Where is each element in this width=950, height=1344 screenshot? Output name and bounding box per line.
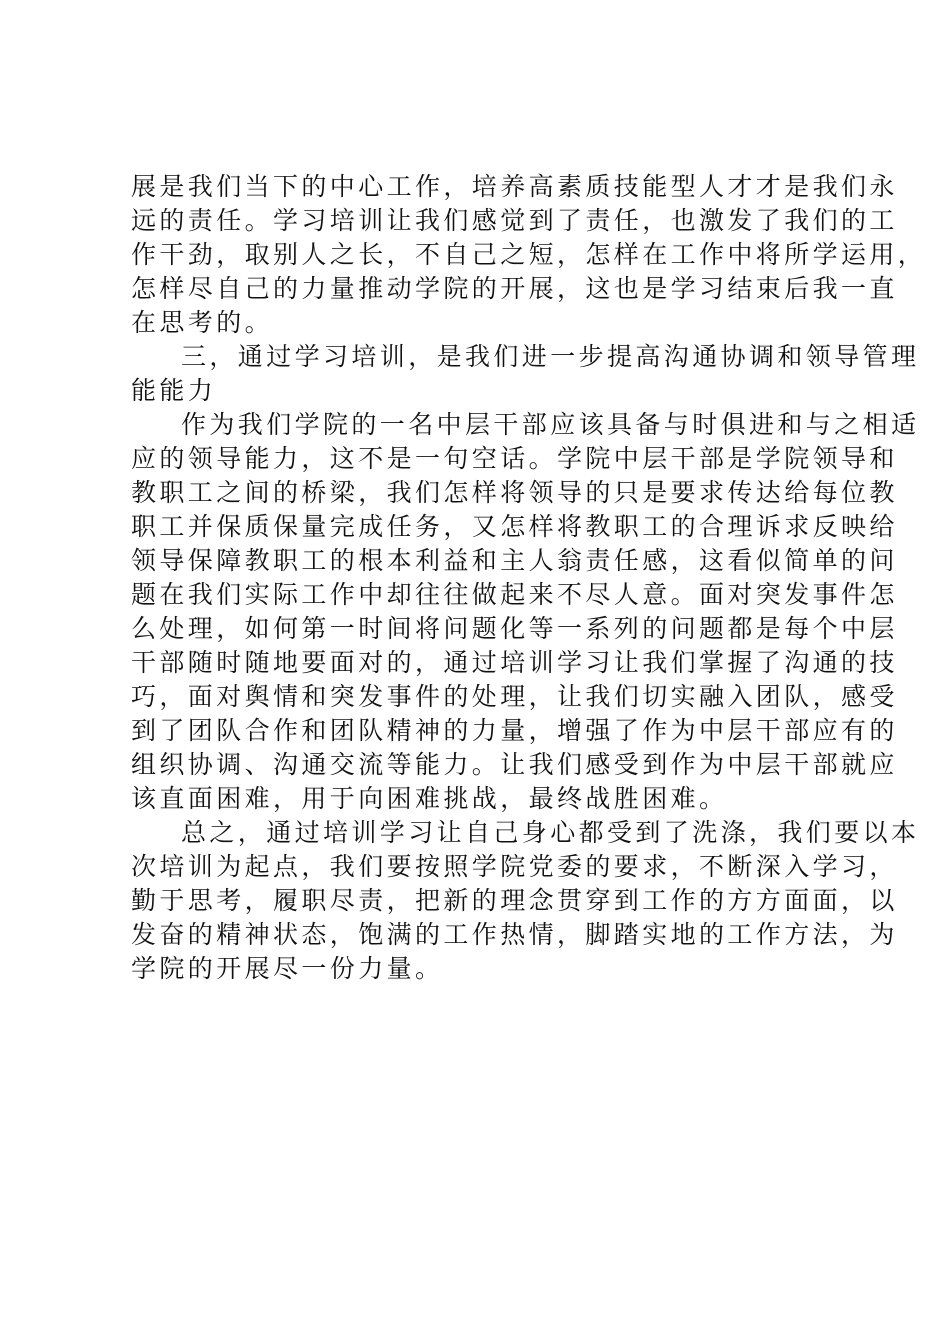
document-body xyxy=(131,170,927,986)
text-line: 次培训为起点，我们要按照学院党委的要求，不断深入学习， xyxy=(131,852,898,881)
text-line: 教职工之间的桥梁，我们怎样将领导的只是要求传达给每位教 xyxy=(131,478,898,507)
text-line: 应的领导能力，这不是一句空话。学院中层干部是学院领导和 xyxy=(131,444,898,473)
text-line: 作干劲，取别人之长，不自己之短，怎样在工作中将所学运用， xyxy=(131,240,927,269)
text-line: 三，通过学习培训，是我们进一步提高沟通协调和领导管理 xyxy=(181,342,920,371)
text-line: 到了团队合作和团队精神的力量，增强了作为中层干部应有的 xyxy=(131,716,898,745)
text-line: 学院的开展尽一份力量。 xyxy=(131,954,444,983)
text-line: 巧，面对舆情和突发事件的处理，让我们切实融入团队，感受 xyxy=(131,682,898,711)
text-line: 题在我们实际工作中却往往做起来不尽人意。面对突发事件怎 xyxy=(131,580,898,609)
text-line: 干部随时随地要面对的，通过培训学习让我们掌握了沟通的技 xyxy=(131,648,898,677)
text-line: 么处理，如何第一时间将问题化等一系列的问题都是每个中层 xyxy=(131,614,898,643)
text-line: 怎样尽自己的力量推动学院的开展，这也是学习结束后我一直 xyxy=(131,274,898,303)
text-line: 发奋的精神状态，饱满的工作热情，脚踏实地的工作方法，为 xyxy=(131,920,898,949)
text-line: 能能力 xyxy=(131,376,217,405)
text-line: 总之，通过培训学习让自己身心都受到了洗涤，我们要以本 xyxy=(181,818,920,847)
text-line: 该直面困难，用于向困难挑战，最终战胜困难。 xyxy=(131,784,728,813)
text-line: 组织协调、沟通交流等能力。让我们感受到作为中层干部就应 xyxy=(131,750,898,779)
text-line: 在思考的。 xyxy=(131,308,274,337)
text-line: 勤于思考，履职尽责，把新的理念贯穿到工作的方方面面，以 xyxy=(131,886,898,915)
text-line: 职工并保质保量完成任务，又怎样将教职工的合理诉求反映给 xyxy=(131,512,898,541)
text-line: 领导保障教职工的根本利益和主人翁责任感，这看似简单的问 xyxy=(131,546,898,575)
text-line: 远的责任。学习培训让我们感觉到了责任，也激发了我们的工 xyxy=(131,206,898,235)
text-line: 作为我们学院的一名中层干部应该具备与时俱进和与之相适 xyxy=(181,410,920,439)
text-line: 展是我们当下的中心工作，培养高素质技能型人才才是我们永 xyxy=(131,172,898,201)
